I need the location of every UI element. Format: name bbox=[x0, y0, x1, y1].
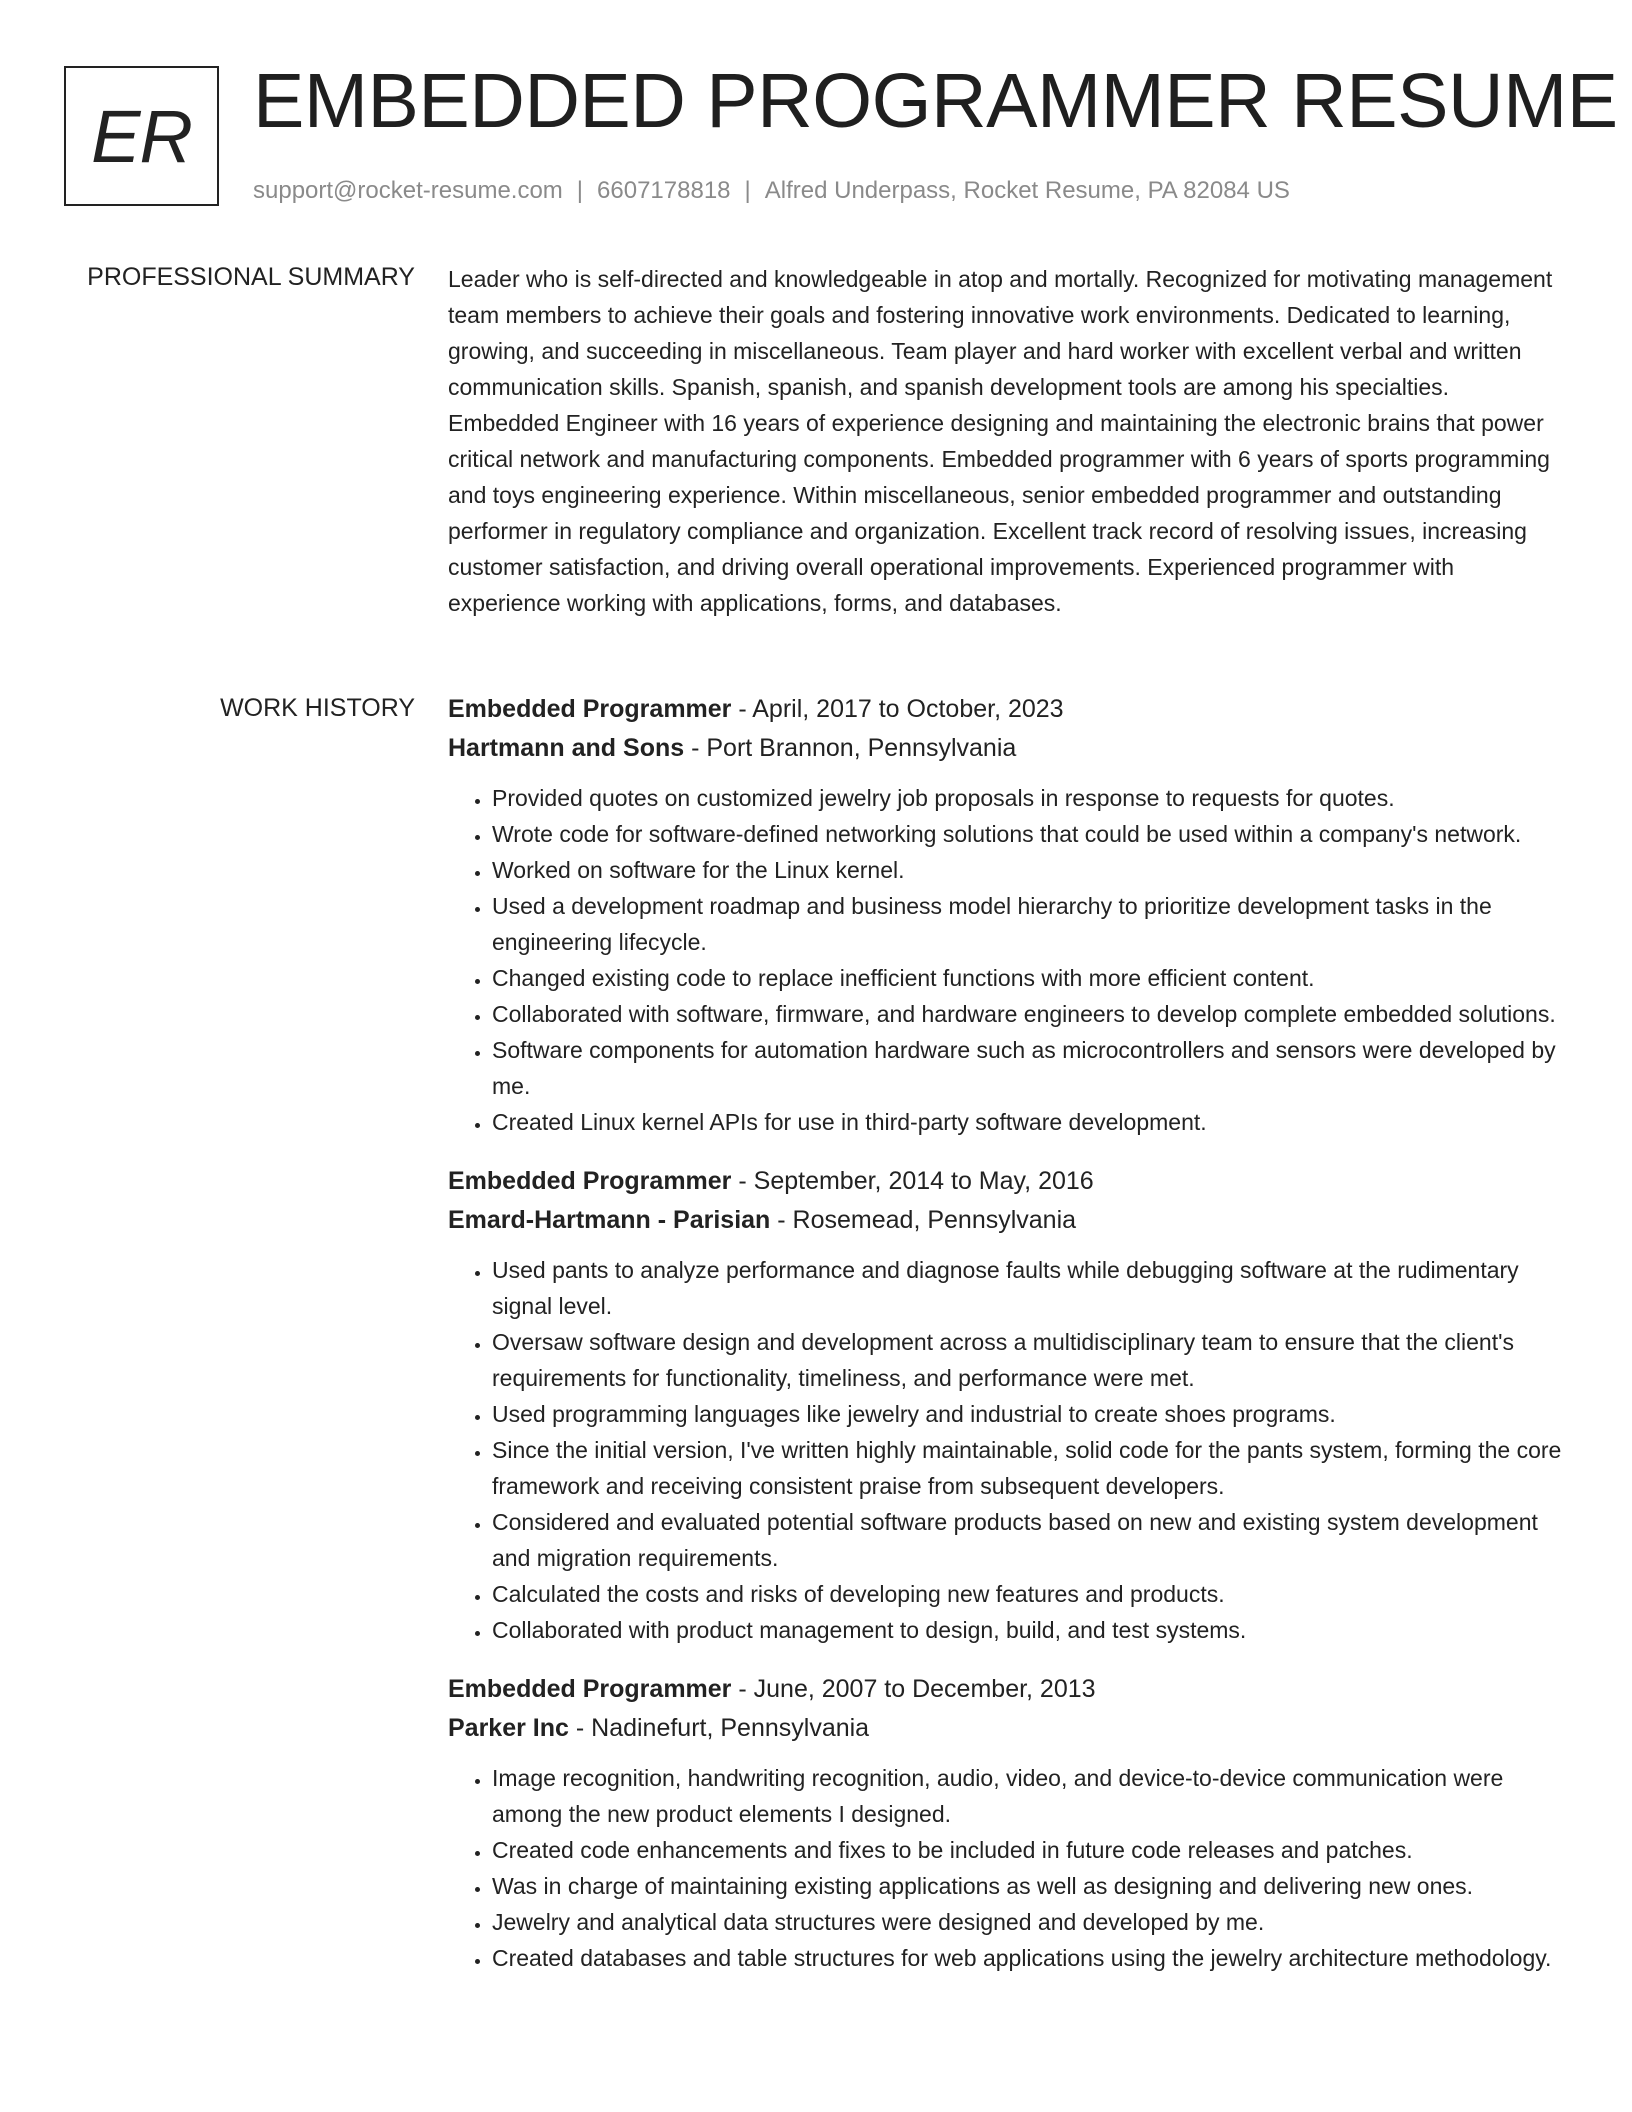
job-entry bbox=[448, 1670, 1563, 1976]
job-title: Embedded Programmer bbox=[448, 1675, 732, 1703]
job-bullet: • Collaborated with software, firmware, and hardware engineers to develop complete embedded solutions. bbox=[492, 996, 1563, 1032]
summary-text: Leader who is self-directed and knowledgeable in atop and mortally. Recognized for motivating management team members to achieve their goals and fostering innovative work environments. Dedicated to learning, growing, and succeeding in miscellaneous. Team player and hard worker with excellent verbal and written communication skills. Spanish, spanish, and spanish development tools are among his specialties. Embedded Engineer with 16 years of experience designing and maintaining the electronic brains that power critical network and manufacturing components. Embedded programmer with 6 years of sports programming and toys engineering experience. Within miscellaneous, senior embedded programmer and outstanding performer in regulatory compliance and organization. Excellent track record of resolving issues, increasing customer satisfaction, and driving overall operational improvements. Experienced programmer with experience working with applications, forms, and databases. bbox=[448, 266, 1553, 616]
job-bullet: • Used pants to analyze performance and diagnose faults while debugging software at the rudimentary signal level. bbox=[492, 1252, 1563, 1324]
page-title: EMBEDDED PROGRAMMER RESUME bbox=[253, 58, 1618, 144]
job-dates: - April, 2017 to October, 2023 bbox=[731, 695, 1064, 723]
job-bullets bbox=[448, 1760, 1563, 1976]
contact-separator: | bbox=[576, 177, 584, 204]
job-location: - Port Brannon, Pennsylvania bbox=[684, 734, 1017, 762]
job-company-line bbox=[448, 729, 1563, 768]
job-company: Parker Inc bbox=[448, 1714, 569, 1742]
job-title-line bbox=[448, 1162, 1563, 1201]
job-bullet: • Changed existing code to replace inefficient functions with more efficient content. bbox=[492, 960, 1563, 996]
job-location: - Nadinefurt, Pennsylvania bbox=[568, 1714, 870, 1742]
job-bullet: • Since the initial version, I've written highly maintainable, solid code for the pants system, forming the core framework and receiving consistent praise from subsequent developers. bbox=[492, 1432, 1563, 1504]
job-title: Embedded Programmer bbox=[448, 695, 732, 723]
job-bullet: • Worked on software for the Linux kernel. bbox=[492, 852, 1563, 888]
job-bullet: • Created code enhancements and fixes to be included in future code releases and patches. bbox=[492, 1832, 1563, 1868]
job-bullet: • Was in charge of maintaining existing applications as well as designing and delivering new ones. bbox=[492, 1868, 1563, 1904]
work-history-body bbox=[448, 690, 1563, 1998]
job-bullet: • Software components for automation hardware such as microcontrollers and sensors were developed by me. bbox=[492, 1032, 1563, 1104]
job-company: Hartmann and Sons bbox=[448, 734, 685, 762]
job-company-line bbox=[448, 1709, 1563, 1748]
job-bullet: • Oversaw software design and development across a multidisciplinary team to ensure that the client's requirements for functionality, timeliness, and performance were met. bbox=[492, 1324, 1563, 1396]
summary-body bbox=[448, 261, 1563, 621]
job-bullet: • Wrote code for software-defined networking solutions that could be used within a company's network. bbox=[492, 816, 1563, 852]
job-bullet: • Image recognition, handwriting recognition, audio, video, and device-to-device communication were among the new product elements I designed. bbox=[492, 1760, 1563, 1832]
work-history-label: WORK HISTORY bbox=[220, 694, 415, 722]
job-bullet: • Provided quotes on customized jewelry job proposals in response to requests for quotes. bbox=[492, 780, 1563, 816]
monogram-logo bbox=[64, 66, 219, 206]
job-dates: - June, 2007 to December, 2013 bbox=[731, 1675, 1096, 1703]
job-title: Embedded Programmer bbox=[448, 1167, 732, 1195]
job-title-line bbox=[448, 690, 1563, 729]
job-dates: - September, 2014 to May, 2016 bbox=[731, 1167, 1094, 1195]
job-bullet: • Used a development roadmap and business model hierarchy to prioritize development tasks in the engineering lifecycle. bbox=[492, 888, 1563, 960]
contact-line bbox=[253, 175, 1290, 207]
job-bullet: • Created databases and table structures for web applications using the jewelry architecture methodology. bbox=[492, 1940, 1563, 1976]
monogram-text: ER bbox=[91, 94, 192, 178]
job-bullet: • Jewelry and analytical data structures were designed and developed by me. bbox=[492, 1904, 1563, 1940]
summary-label: PROFESSIONAL SUMMARY bbox=[87, 263, 415, 291]
job-bullet: • Considered and evaluated potential software products based on new and existing system development and migration requirements. bbox=[492, 1504, 1563, 1576]
job-location: - Rosemead, Pennsylvania bbox=[770, 1206, 1077, 1234]
job-bullet: • Used programming languages like jewelry and industrial to create shoes programs. bbox=[492, 1396, 1563, 1432]
job-entry bbox=[448, 690, 1563, 1140]
job-entry bbox=[448, 1162, 1563, 1648]
contact-separator: | bbox=[744, 177, 751, 204]
contact-email: support@rocket-resume.com bbox=[253, 177, 563, 204]
contact-phone: 6607178818 bbox=[597, 177, 731, 204]
job-bullet: • Created Linux kernel APIs for use in third-party software development. bbox=[492, 1104, 1563, 1140]
job-title-line bbox=[448, 1670, 1563, 1709]
contact-address: Alfred Underpass, Rocket Resume, PA 82084 US bbox=[764, 177, 1290, 204]
job-company: Emard-Hartmann - Parisian bbox=[448, 1206, 771, 1234]
job-bullets bbox=[448, 780, 1563, 1140]
job-bullet: • Collaborated with product management to design, build, and test systems. bbox=[492, 1612, 1563, 1648]
job-bullets bbox=[448, 1252, 1563, 1648]
job-bullet: • Calculated the costs and risks of developing new features and products. bbox=[492, 1576, 1563, 1612]
job-company-line bbox=[448, 1201, 1563, 1240]
